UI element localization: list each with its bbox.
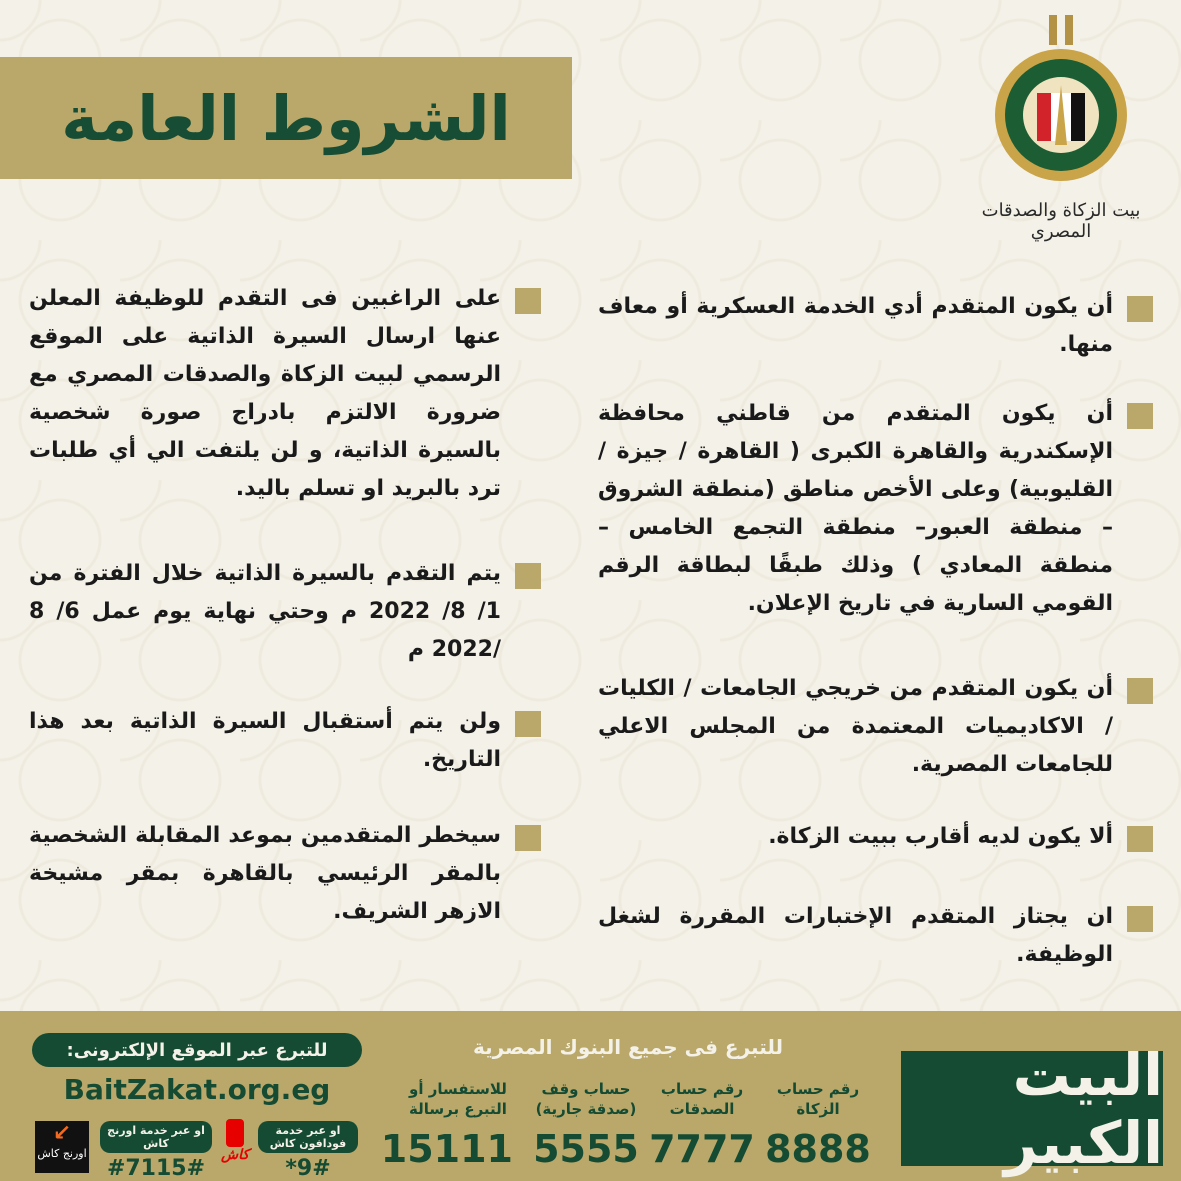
square-bullet-icon xyxy=(1127,826,1153,852)
orange-cash: او عبر خدمة اورنج كاش #7115# xyxy=(100,1121,212,1181)
square-bullet-icon xyxy=(1127,403,1153,429)
list-item: على الراغبين فى التقدم للوظيفة المعلن عنها ارسال السيرة الذاتية على الموقع الرسمي لبيت الزكاة والصدقات المصري مع ضرورة الالتزم بادراج صورة شخصية بالسيرة الذاتية، و لن يلتفت الي أي طلبات ترد بالبريد او تسلم باليد. xyxy=(29,280,541,508)
logo-caption: بيت الزكاة والصدقات المصري xyxy=(981,200,1141,242)
title-banner xyxy=(0,57,572,179)
list-item: ألا يكون لديه أقارب ببيت الزكاة. xyxy=(598,818,1153,856)
square-bullet-icon xyxy=(515,825,541,851)
sadaqat-account: رقم حساب الصدقات 7777 xyxy=(649,1080,755,1171)
square-bullet-icon xyxy=(1127,906,1153,932)
website-link[interactable]: BaitZakat.org.eg xyxy=(63,1073,331,1106)
square-bullet-icon xyxy=(515,288,541,314)
waqf-account: حساب وقف (صدقة جارية) 5555 xyxy=(533,1080,639,1171)
donation-footer xyxy=(0,1011,1181,1181)
list-item: أن يكون المتقدم من خريجي الجامعات / الكليات / الاكاديميات المعتمدة من المجلس الاعلي للجامعات المصرية. xyxy=(598,670,1153,784)
list-item: أن يكون المتقدم أدي الخدمة العسكرية أو معاف منها. xyxy=(598,288,1153,364)
list-item: ولن يتم أستقبال السيرة الذاتية بعد هذا التاريخ. xyxy=(29,703,541,779)
list-item: يتم التقدم بالسيرة الذاتية خلال الفترة من 1/ 8/ 2022 م وحتي نهاية يوم عمل 6/ 8 /2022 م xyxy=(29,555,541,669)
list-item: سيخطر المتقدمين بموعد المقابلة الشخصية بالمقر الرئيسي بالقاهرة بمقر مشيخة الازهر الشريف. xyxy=(29,817,541,931)
brand-logo: البيت الكبير xyxy=(901,1051,1163,1166)
list-item: أن يكون المتقدم من قاطني محافظة الإسكندرية والقاهرة الكبرى ( القاهرة / جيزة / القليوبية) وعلى الأخص مناطق (منطقة الشروق – منطقة العبور– منطقة التجمع الخامس – منطقة المعادي ) وذلك طبقًا لبطاقة الرقم القومي السارية في تاريخ الإعلان. xyxy=(598,395,1153,623)
banks-title: للتبرع فى جميع البنوك المصرية xyxy=(472,1035,784,1059)
page-title: الشروط العامة xyxy=(61,81,511,155)
square-bullet-icon xyxy=(1127,678,1153,704)
zakat-account: رقم حساب الزكاة 8888 xyxy=(765,1080,871,1171)
vodafone-cash-icon: كاش xyxy=(218,1119,252,1173)
vodafone-cash: او عبر خدمة فودافون كاش *9# xyxy=(258,1121,358,1181)
sms-donation: للاستفسار أو التبرع برسالة 15111 xyxy=(380,1080,513,1171)
website-label: للتبرع عبر الموقع الإلكترونى: xyxy=(32,1033,362,1067)
square-bullet-icon xyxy=(1127,296,1153,322)
square-bullet-icon xyxy=(515,563,541,589)
list-item: ان يجتاز المتقدم الإختبارات المقررة لشغل الوظيفة. xyxy=(598,898,1153,974)
orange-cash-icon: ↙ اورنج كاش xyxy=(35,1121,89,1173)
square-bullet-icon xyxy=(515,711,541,737)
